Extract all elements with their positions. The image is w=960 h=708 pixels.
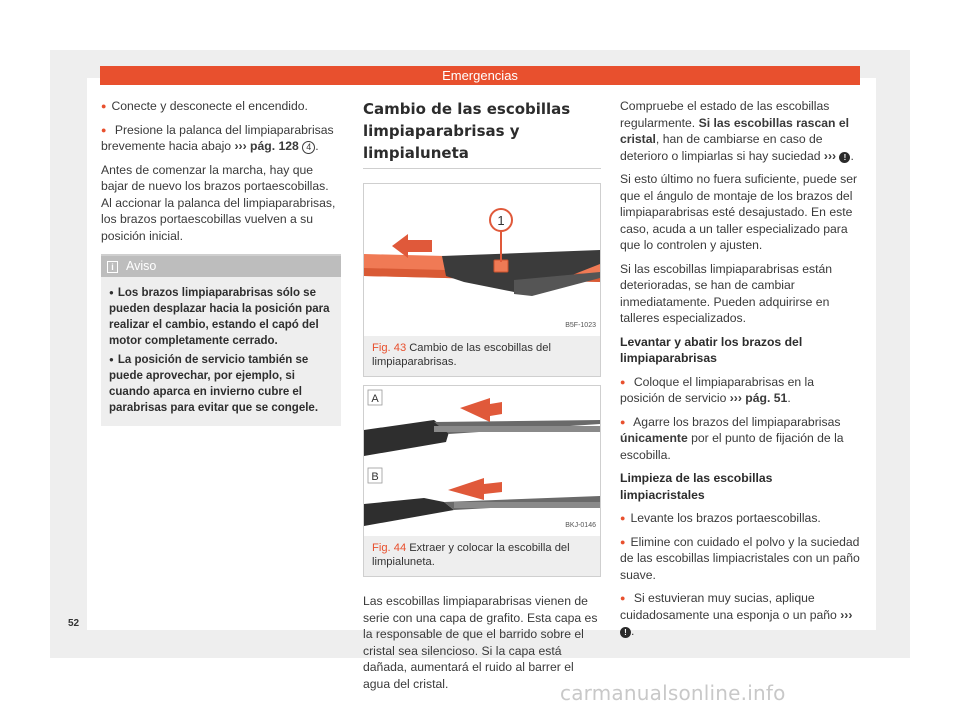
paragraph: Si esto último no fuera suficiente, puede ser que el ángulo de montaje de los brazos del limpiaparabrisas esté desajustado. En este caso, acuda a un taller especializado para que lo controlen y ajusten. [620,172,858,252]
figure-43-image [364,184,600,336]
figure-caption: Fig. 44 Extraer y colocar la escobilla del limpialuneta. [364,536,600,576]
warning-icon: ! [839,152,850,163]
info-icon: i [107,261,118,273]
paragraph: Compruebe el estado de las escobillas regularmente. Si las escobillas rascan el cristal, han de cambiarse en caso de deterioro o limpiarlas si hay suciedad ››› ! . [620,99,854,163]
watermark: carmanualsonline.info [560,681,786,705]
notice-body [101,277,341,426]
figure-number: Fig. 43 [372,342,407,354]
figure-caption: Fig. 43 Cambio de las escobillas del limpiaparabrisas. [364,336,600,376]
section-title: Cambio de las escobillas limpiaparabrisas y limpialuneta [363,98,601,169]
list-item: ● Coloque el limpiaparabrisas en la posición de servicio ››› pág. 51. [620,374,860,407]
list-item: ● Presione la palanca del limpiaparabrisas brevemente hacia abajo ››› pág. 128 4 . [101,122,341,155]
rear-wiper-illustration [364,386,600,536]
list-item: ● Agarre los brazos del limpiaparabrisas únicamente por el punto de fijación de la escobilla. [620,414,860,464]
figure-code: BKJ-0146 [565,521,596,529]
notice-item: ● Los brazos limpiaparabrisas sólo se pueden desplazar hacia la posición para realizar el cambio, estando el capó del motor completamente cerrado. [109,285,333,349]
figure-number: Fig. 44 [372,542,407,554]
list-item: ● Elimine con cuidado el polvo y la suciedad de las escobillas limpiacristales con un paño suave. [620,534,860,584]
svg-text:B: B [371,471,379,483]
list-item: ● Si estuvieran muy sucias, aplique cuidadosamente una esponja o un paño ››› ! . [620,590,860,640]
callout-label: 1 [497,213,505,228]
paragraph: Antes de comenzar la marcha, hay que bajar de nuevo los brazos portaescobillas. Al accionar la palanca del limpiaparabrisas, los brazos portaescobillas vuelven a su posición inicial. [101,162,336,243]
list-item: ● Conecte y desconecte el encendido. [101,98,341,115]
page-reference-link[interactable]: ››› pág. 128 [234,139,299,153]
page-number: 52 [68,618,80,629]
figure-43 [363,183,601,377]
notice-box [101,254,341,426]
reference-badge: 4 [302,141,315,154]
column-left [101,98,341,426]
page-reference-link[interactable]: ››› pág. 51 [729,391,788,405]
subheading: Levantar y abatir los brazos del limpiaparabrisas [620,334,803,365]
warning-reference-link[interactable]: ››› [840,607,853,622]
figure-44 [363,385,601,577]
paragraph: Las escobillas limpiaparabrisas vienen de serie con una capa de grafito. Esta capa es la responsable de que el barrido sobre el cristal sea silencioso. Si la capa está dañada, aumentará el ruido al barrer el agua del cristal. [363,594,598,691]
warning-icon: ! [620,627,631,638]
list-item: ● Levante los brazos portaescobillas. [620,510,860,527]
notice-item: ● La posición de servicio también se puede aprovechar, por ejemplo, si cuando aparca en invierno cubre el parabrisas para evitar que se congele. [109,352,333,416]
figure-44-image [364,386,600,536]
notice-header: i Aviso [101,256,341,277]
column-right [620,98,860,647]
section-header: Emergencias [100,66,860,85]
svg-text:A: A [371,393,379,405]
wiper-blade-illustration [364,184,600,336]
subheading: Limpieza de las escobillas limpiacristales [620,471,773,502]
column-middle [363,98,601,699]
figure-code: B5F-1023 [565,321,596,329]
warning-reference-link[interactable]: ››› [823,148,837,163]
paragraph: Si las escobillas limpiaparabrisas están deterioradas, se han de cambiar inmediatamente. Pueden adquirirse en talleres especializados. [620,261,833,325]
